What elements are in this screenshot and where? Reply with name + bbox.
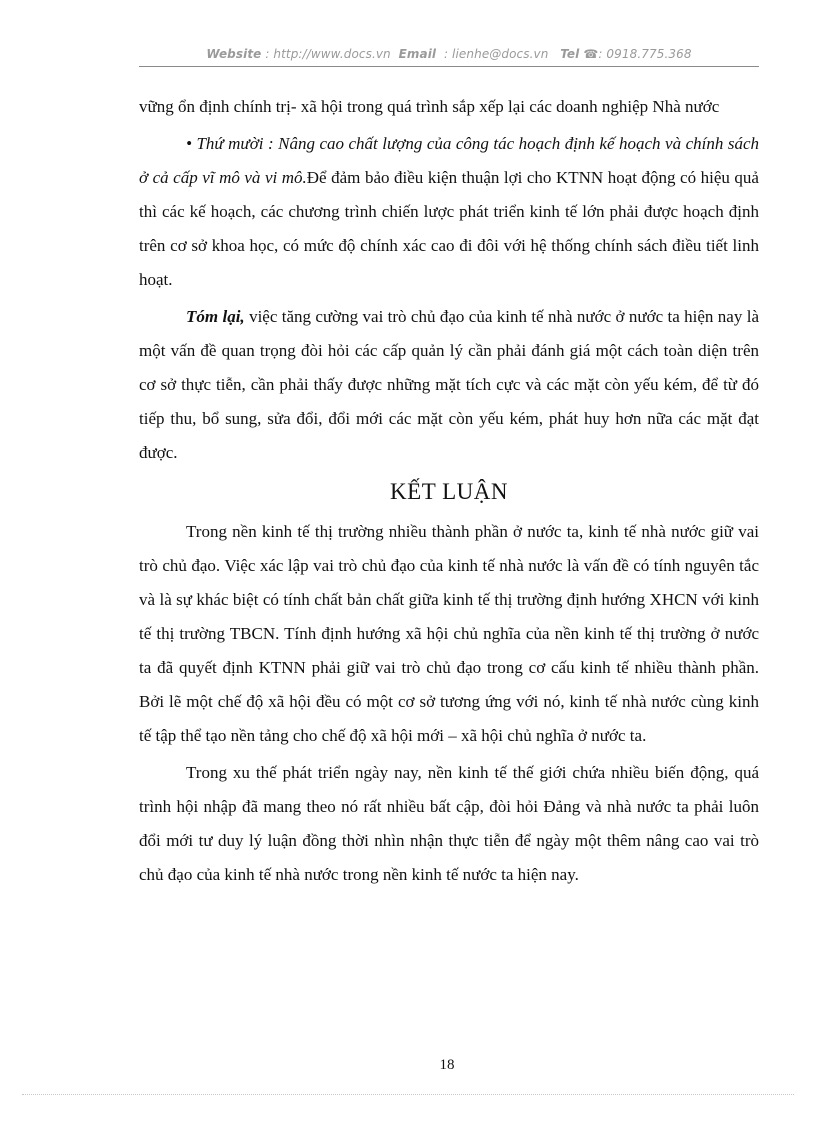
tel-value: : 0918.775.368 bbox=[598, 47, 692, 61]
paragraph-3-rest: việc tăng cường vai trò chủ đạo của kinh tế nhà nước ở nước ta hiện nay là một vấn đề quan trọng đòi hỏi các cấp quản lý cần phải đánh giá một cách toàn diện trên cơ sở thực tiễn, cần phải thấy được những mặt tích cực và các mặt còn yếu kém, để từ đó tiếp thu, bổ sung, sửa đổi, đổi mới các mặt còn yếu kém, phát huy hơn nữa các mặt đạt được. bbox=[139, 307, 759, 462]
website-label: Website bbox=[206, 47, 262, 61]
page-header bbox=[139, 47, 759, 61]
paragraph-4: Trong nền kinh tế thị trường nhiều thành phần ở nước ta, kinh tế nhà nước giữ vai trò chủ đạo. Việc xác lập vai trò chủ đạo của kinh tế nhà nước là vấn đề có tính nguyên tắc và là sự khác biệt có tính chất bản chất giữa kinh tế thị trường định hướng XHCN với kinh tế thị trường TBCN. Tính định hướng xã hội chủ nghĩa của nền kinh tế thị trường ở nước ta đã quyết định KTNN phải giữ vai trò chủ đạo trong cơ cấu kinh tế nhiều thành phần. Bởi lẽ một chế độ xã hội đều có một cơ sở tương ứng với nó, kinh tế nhà nước cùng kinh tế tập thể tạo nền tảng cho chế độ xã hội mới – xã hội chủ nghĩa ở nước ta. bbox=[139, 522, 759, 745]
paragraph-2 bbox=[139, 127, 759, 297]
tel-label: Tel bbox=[560, 47, 580, 61]
phone-icon: ☎ bbox=[583, 47, 599, 61]
website-value: : http://www.docs.vn bbox=[265, 47, 391, 61]
paragraph-1: vững ổn định chính trị- xã hội trong quá trình sắp xếp lại các doanh nghiệp Nhà nước bbox=[139, 97, 720, 116]
paragraph-3 bbox=[139, 300, 759, 470]
email-value: : lienhe@docs.vn bbox=[444, 47, 549, 61]
section-heading: KẾT LUẬN bbox=[390, 479, 508, 504]
page-number: 18 bbox=[439, 1057, 455, 1073]
email-label: Email bbox=[398, 47, 437, 61]
header-rule bbox=[139, 66, 759, 67]
paragraph-2-rest: Để đảm bảo điều kiện thuận lợi cho KTNN hoạt động có hiệu quả thì các kế hoạch, các chương trình chiến lược phát triển kinh tế lớn phải được hoạch định trên cơ sở khoa học, có mức độ chính xác cao đi đôi với hệ thống chính sách điều tiết linh hoạt. bbox=[139, 168, 759, 289]
paragraph-5: Trong xu thế phát triển ngày nay, nền kinh tế thế giới chứa nhiều biến động, quá trình hội nhập đã mang theo nó rất nhiều bất cập, đòi hỏi Đảng và nhà nước ta phải luôn đổi mới tư duy lý luận đồng thời nhìn nhận thực tiễn để ngày một thêm nâng cao vai trò chủ đạo của kinh tế nhà nước trong nền kinh tế nước ta hiện nay. bbox=[139, 763, 759, 884]
footer-rule bbox=[22, 1094, 794, 1095]
body-text bbox=[139, 90, 759, 892]
paragraph-2-italic: • Thứ mười : Nâng cao chất lượng của công tác hoạch định kế hoạch và chính sách ở cả cấp vĩ mô và vi mô. bbox=[139, 134, 759, 187]
paragraph-3-lead: Tóm lại, bbox=[186, 307, 245, 326]
